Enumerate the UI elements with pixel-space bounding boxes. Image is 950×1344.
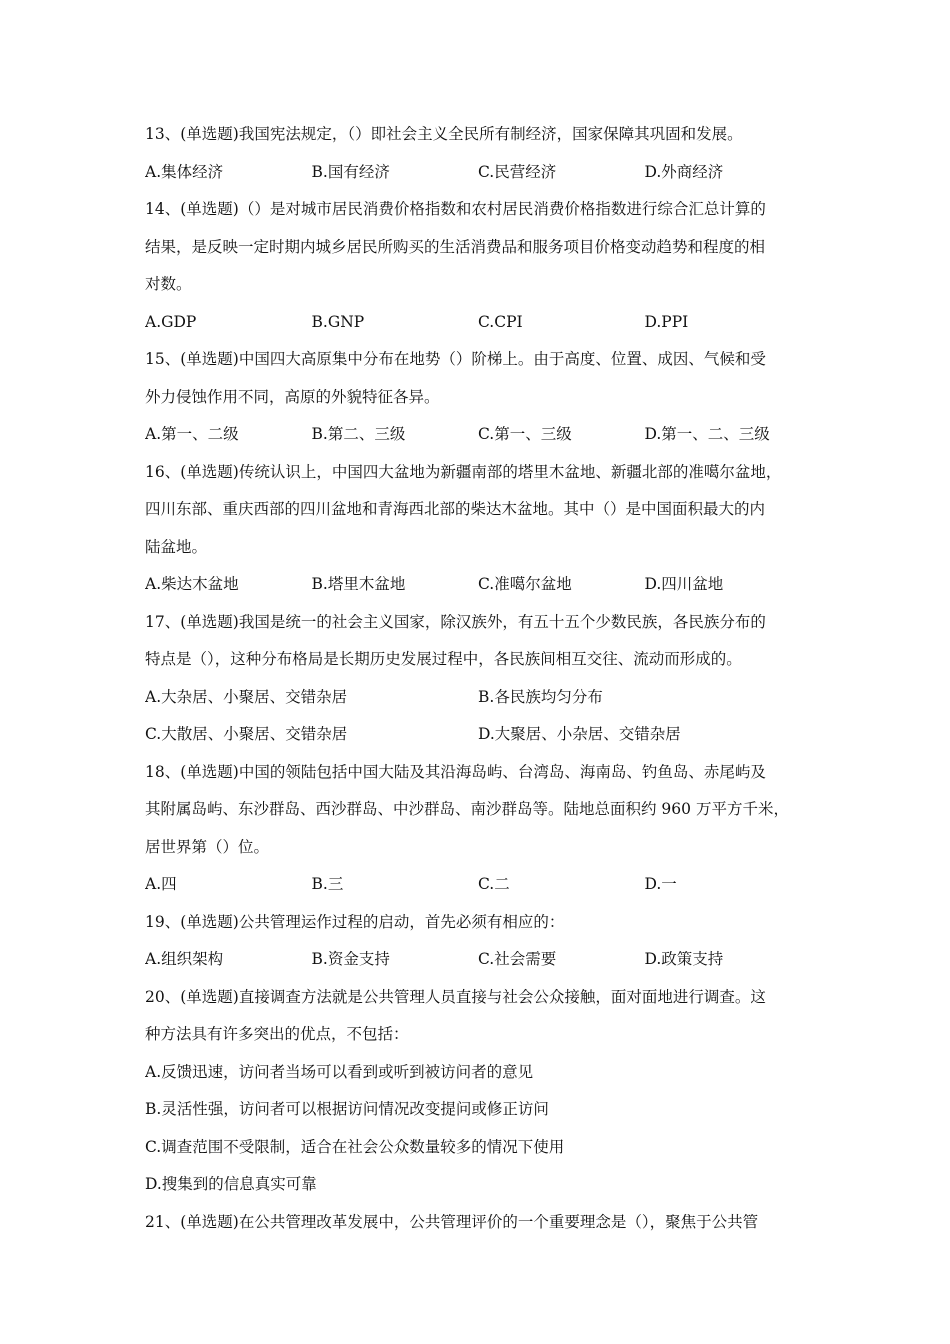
option-b: B.灵活性强，访问者可以根据访问情况改变提问或修正访问: [145, 1100, 549, 1118]
question-text-line: 19、(单选题)公共管理运作过程的启动，首先必须有相应的：: [145, 912, 565, 931]
option-c: C.民营经济: [478, 162, 557, 181]
question-text-line: 陆盆地。: [145, 537, 208, 556]
option-c: C.社会需要: [478, 950, 557, 968]
option-a: A.组织架构: [145, 950, 224, 968]
question-text-line: 13、(单选题)我国宪法规定，（）即社会主义全民所有制经济，国家保障其巩固和发展。: [145, 125, 743, 143]
question-text-line: 15、(单选题)中国四大高原集中分布在地势（）阶梯上。由于高度、位置、成因、气候和受: [145, 350, 766, 368]
option-a: A.GDP: [145, 312, 197, 331]
option-a: A.大杂居、小聚居、交错杂居: [145, 687, 348, 706]
option-a: A.四: [145, 875, 177, 893]
question-text-line: 对数。: [145, 275, 192, 293]
options-row: [145, 866, 811, 904]
option-b: B.塔里木盆地: [311, 575, 406, 593]
question-text-line: 四川东部、重庆西部的四川盆地和青海西北部的柴达木盆地。其中（）是中国面积最大的内: [145, 500, 766, 518]
question-17: [145, 604, 811, 754]
option-c: C.二: [478, 875, 510, 893]
question-list: [145, 116, 811, 1241]
option-a: A.集体经济: [145, 162, 224, 181]
question-text-line: 种方法具有许多突出的优点，不包括：: [145, 1025, 409, 1043]
question-text-line: 16、(单选题)传统认识上，中国四大盆地为新疆南部的塔里木盆地、新疆北部的准噶尔盆地，: [145, 462, 782, 481]
option-c: C.CPI: [478, 312, 523, 331]
option-c: C.大散居、小聚居、交错杂居: [145, 725, 348, 743]
option-c: C.调查范围不受限制，适合在社会公众数量较多的情况下使用: [145, 1137, 565, 1156]
question-20: [145, 979, 811, 1204]
option-c: C.准噶尔盆地: [478, 575, 572, 593]
question-16: [145, 454, 811, 604]
option-a: A.第一、二级: [145, 425, 239, 443]
options-row: [145, 416, 811, 454]
option-b: B.第二、三级: [311, 425, 406, 443]
question-15: [145, 341, 811, 454]
question-19: [145, 904, 811, 979]
question-text-line: 14、(单选题)（）是对城市居民消费价格指数和农村居民消费价格指数进行综合汇总计算的: [145, 200, 766, 218]
question-14: [145, 191, 811, 341]
question-text-line: 17、(单选题)我国是统一的社会主义国家，除汉族外，有五十五个少数民族，各民族分布的: [145, 612, 766, 631]
options-row: [145, 941, 811, 979]
option-d: D.外商经济: [644, 162, 724, 181]
question-text-line: 20、(单选题)直接调查方法就是公共管理人员直接与社会公众接触，面对面地进行调查。这: [145, 987, 766, 1006]
option-c: C.第一、三级: [478, 425, 572, 443]
option-d: D.大聚居、小杂居、交错杂居: [478, 725, 681, 743]
question-text-line: 外力侵蚀作用不同，高原的外貌特征各异。: [145, 387, 440, 406]
option-b: B.资金支持: [311, 950, 390, 968]
option-a: A.柴达木盆地: [145, 575, 239, 593]
option-d: D.一: [644, 875, 677, 893]
option-b: B.GNP: [311, 312, 365, 331]
option-d: D.搜集到的信息真实可靠: [145, 1175, 317, 1193]
question-21: [145, 1204, 811, 1242]
option-d: D.PPI: [644, 312, 689, 331]
options-row: [145, 716, 811, 754]
question-text-line: 特点是（），这种分布格局是长期历史发展过程中，各民族间相互交往、流动而形成的。: [145, 650, 742, 668]
option-d: D.政策支持: [644, 950, 724, 968]
option-b: B.三: [311, 875, 344, 893]
options-row: [145, 679, 811, 717]
question-text-line: 21、(单选题)在公共管理改革发展中，公共管理评价的一个重要理念是（），聚焦于公共管: [145, 1212, 759, 1231]
question-18: [145, 754, 811, 904]
option-b: B.国有经济: [311, 162, 390, 181]
option-d: D.四川盆地: [644, 575, 724, 593]
question-text-line: 其附属岛屿、东沙群岛、西沙群岛、中沙群岛、南沙群岛等。陆地总面积约 960 万平方千米，: [145, 800, 789, 818]
options-row: [145, 566, 811, 604]
question-13: [145, 116, 811, 191]
question-text-line: 结果，是反映一定时期内城乡居民所购买的生活消费品和服务项目价格变动趋势和程度的相: [145, 237, 766, 256]
option-a: A.反馈迅速，访问者当场可以看到或听到被访问者的意见: [145, 1062, 534, 1081]
question-text-line: 居世界第（）位。: [145, 837, 270, 856]
options-row: [145, 304, 811, 342]
option-b: B.各民族均匀分布: [478, 687, 603, 706]
options-row: [145, 154, 811, 192]
question-text-line: 18、(单选题)中国的领陆包括中国大陆及其沿海岛屿、台湾岛、海南岛、钓鱼岛、赤尾屿及: [145, 762, 766, 781]
option-d: D.第一、二、三级: [644, 425, 770, 443]
